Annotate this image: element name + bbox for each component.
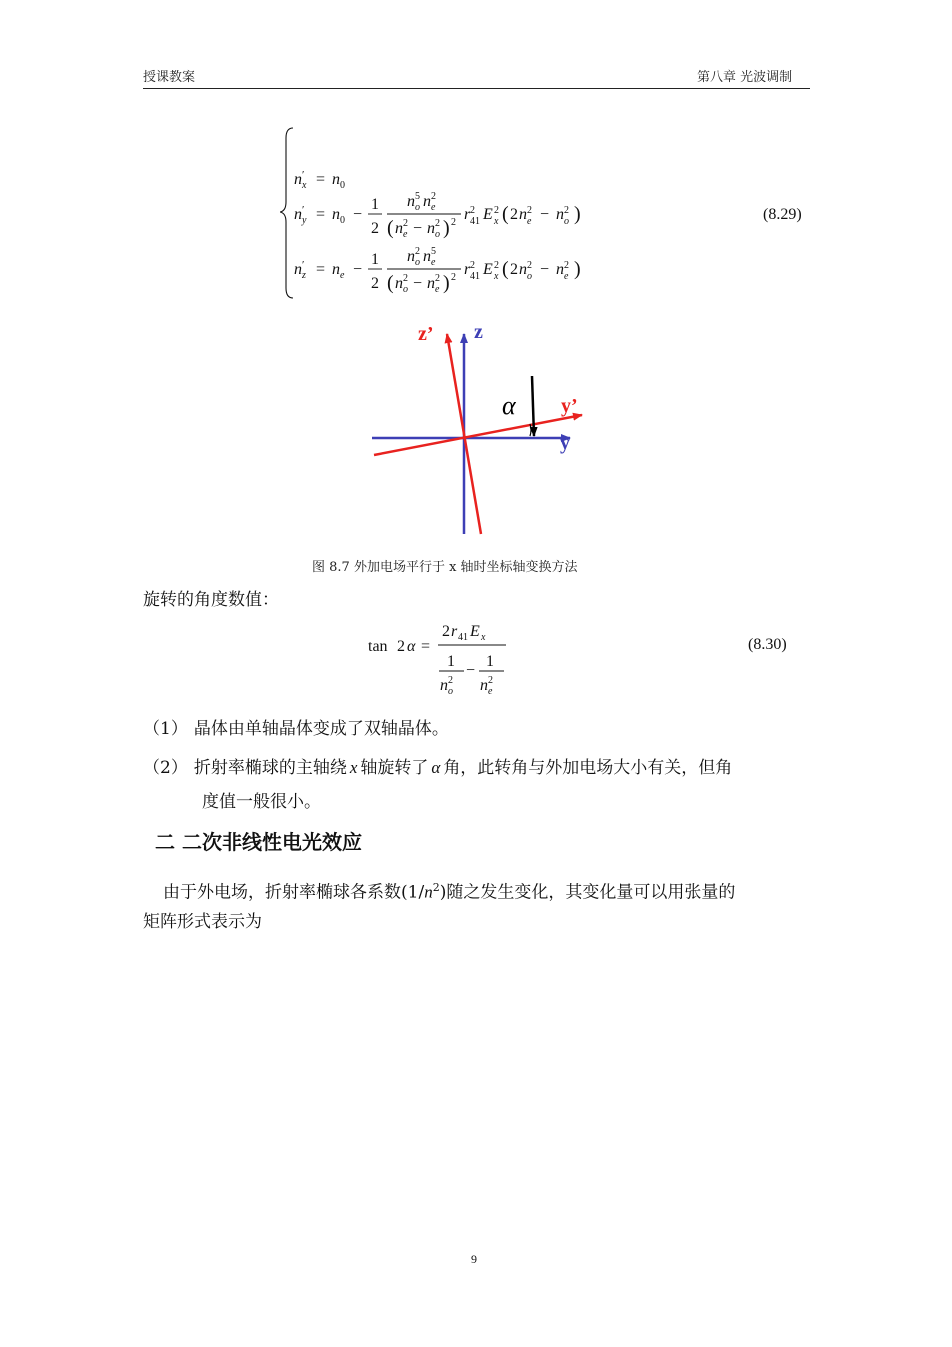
svg-text:e: e: [564, 271, 569, 282]
list-item-2: [143, 753, 732, 783]
svg-text:e: e: [340, 270, 345, 281]
alpha-arrow: [532, 376, 534, 436]
svg-text:2: 2: [442, 623, 450, 640]
svg-text:n: n: [395, 220, 403, 237]
svg-text:2: 2: [403, 218, 408, 229]
svg-text:2: 2: [470, 260, 475, 271]
paragraph-line-1: [163, 873, 735, 908]
intro-line: 旋转的角度数值：: [143, 590, 279, 610]
svg-text:x: x: [481, 632, 486, 643]
svg-text:2: 2: [510, 261, 518, 278]
svg-text:n: n: [519, 206, 527, 223]
paragraph-sup: 2: [432, 881, 440, 894]
svg-text:): ): [574, 258, 581, 280]
svg-text:′: ′: [302, 204, 305, 216]
list-text-2-x: x: [349, 758, 358, 777]
svg-text:41: 41: [470, 271, 480, 282]
svg-text:2: 2: [527, 260, 532, 271]
svg-text:2: 2: [494, 205, 499, 216]
svg-text:2: 2: [494, 260, 499, 271]
equation-8-29: [280, 122, 620, 304]
list-text-2-alpha: α: [431, 758, 441, 777]
svg-text:e: e: [431, 257, 436, 268]
svg-text:n: n: [395, 275, 403, 292]
list-text-1: 晶体由单轴晶体变成了双轴晶体。: [193, 719, 449, 739]
list-item-2-continuation: 度值一般很小。: [202, 792, 321, 812]
svg-text:2: 2: [527, 205, 532, 216]
list-marker-2: （2）: [143, 758, 188, 778]
svg-text:e: e: [488, 686, 493, 697]
svg-text:e: e: [527, 216, 532, 227]
svg-text:=: =: [316, 171, 326, 188]
svg-text:n: n: [407, 248, 415, 265]
svg-text:41: 41: [458, 632, 468, 643]
svg-text:n: n: [519, 261, 527, 278]
svg-text:−: −: [540, 206, 550, 223]
list-text-2b: 轴旋转了: [360, 758, 429, 778]
svg-text:o: o: [448, 686, 453, 697]
svg-text:n: n: [427, 275, 435, 292]
svg-text:2: 2: [435, 273, 440, 284]
paragraph-n: n: [424, 882, 433, 902]
svg-text:(: (: [387, 272, 394, 294]
svg-text:2: 2: [564, 205, 569, 216]
svg-text:2: 2: [435, 218, 440, 229]
figure-axes-rotation: [368, 318, 590, 536]
svg-text:2: 2: [451, 272, 456, 283]
header-right: 第八章 光波调制: [697, 70, 793, 85]
y-prime-axis-line: [374, 415, 582, 455]
svg-text:2: 2: [415, 246, 420, 257]
svg-text:2: 2: [510, 206, 518, 223]
svg-text:z: z: [302, 270, 306, 281]
svg-text:o: o: [527, 271, 532, 282]
list-marker-1: （1）: [143, 719, 188, 739]
svg-text:): ): [574, 203, 581, 225]
list-item-1: [143, 714, 449, 744]
svg-text:n: n: [556, 261, 564, 278]
svg-text:2: 2: [371, 275, 379, 292]
label-z-prime: z’: [418, 323, 434, 345]
label-alpha: α: [502, 391, 516, 420]
svg-text:n: n: [332, 261, 340, 278]
svg-text:=: =: [316, 261, 326, 278]
svg-text:(: (: [387, 217, 394, 239]
svg-text:n: n: [332, 171, 340, 188]
svg-text:(: (: [502, 258, 509, 280]
svg-text:e: e: [403, 229, 408, 240]
svg-text:2: 2: [470, 205, 475, 216]
paragraph-line-2: 矩阵形式表示为: [143, 912, 262, 932]
figure-caption: 图 8.7 外加电场平行于 x 轴时坐标轴变换方法: [312, 560, 578, 575]
svg-text:1: 1: [486, 653, 494, 670]
svg-text:−: −: [413, 275, 423, 292]
svg-text:2: 2: [403, 273, 408, 284]
svg-text:2: 2: [371, 220, 379, 237]
svg-text:−: −: [540, 261, 550, 278]
svg-text:tan: tan: [368, 638, 388, 655]
svg-text:0: 0: [340, 180, 345, 191]
svg-text:E: E: [483, 261, 493, 278]
svg-text:′: ′: [302, 259, 305, 271]
equation-number-8-30: (8.30): [748, 636, 787, 653]
svg-text:o: o: [403, 284, 408, 295]
svg-text:−: −: [466, 662, 476, 679]
svg-text:o: o: [415, 202, 420, 213]
label-y: y: [560, 432, 570, 454]
svg-text:r: r: [464, 261, 471, 278]
svg-text:(: (: [502, 203, 509, 225]
svg-text:2: 2: [397, 638, 405, 655]
svg-text:n: n: [332, 206, 340, 223]
paragraph-text-1b: )随之发生变化，其变化量可以用张量的: [439, 882, 736, 903]
svg-text:n: n: [294, 206, 302, 223]
equation-8-30: [366, 614, 526, 698]
svg-text:n: n: [440, 677, 448, 694]
label-z: z: [474, 321, 483, 343]
page-number: 9: [471, 1252, 477, 1266]
svg-text:n: n: [294, 171, 302, 188]
svg-text:n: n: [407, 193, 415, 210]
svg-text:E: E: [483, 206, 493, 223]
svg-text:n: n: [423, 193, 431, 210]
svg-text:e: e: [435, 284, 440, 295]
header-rule: [143, 88, 810, 89]
svg-text:2: 2: [431, 191, 436, 202]
svg-text:41: 41: [470, 216, 480, 227]
svg-text:n: n: [294, 261, 302, 278]
svg-text:x: x: [494, 216, 499, 227]
svg-text:1: 1: [371, 251, 379, 268]
svg-text:1: 1: [371, 196, 379, 213]
svg-text:o: o: [415, 257, 420, 268]
svg-text:0: 0: [340, 215, 345, 226]
svg-text:5: 5: [415, 191, 420, 202]
svg-text:n: n: [423, 248, 431, 265]
svg-text:−: −: [353, 206, 363, 223]
svg-text:e: e: [431, 202, 436, 213]
svg-text:n: n: [427, 220, 435, 237]
svg-text:x: x: [302, 180, 307, 191]
header-left: 授课教案: [143, 70, 196, 85]
svg-text:y: y: [302, 215, 307, 226]
svg-text:2: 2: [451, 217, 456, 228]
svg-text:r: r: [464, 206, 471, 223]
svg-text:o: o: [435, 229, 440, 240]
equation-number-8-29: (8.29): [763, 206, 802, 223]
svg-text:′: ′: [302, 169, 305, 181]
list-text-2a: 折射率椭球的主轴绕: [193, 758, 347, 778]
svg-text:r: r: [451, 623, 458, 640]
svg-text:n: n: [556, 206, 564, 223]
svg-text:n: n: [480, 677, 488, 694]
svg-text:α: α: [407, 638, 416, 655]
svg-text:1: 1: [447, 653, 455, 670]
section-heading: 二 二次非线性电光效应: [155, 830, 362, 854]
svg-text:=: =: [316, 206, 326, 223]
svg-text:2: 2: [488, 675, 493, 686]
paragraph-text-1a: 由于外电场，折射率椭球各系数(1/: [163, 882, 425, 903]
svg-text:E: E: [470, 623, 480, 640]
svg-text:): ): [443, 272, 450, 294]
alpha-arc: [530, 424, 531, 436]
label-y-prime: y’: [561, 395, 578, 417]
svg-text:o: o: [564, 216, 569, 227]
svg-text:5: 5: [431, 246, 436, 257]
svg-text:−: −: [353, 261, 363, 278]
svg-text:2: 2: [448, 675, 453, 686]
svg-text:2: 2: [564, 260, 569, 271]
svg-text:x: x: [494, 271, 499, 282]
list-text-2c: 角，此转角与外加电场大小有关，但角: [443, 758, 733, 778]
svg-text:=: =: [421, 638, 431, 655]
svg-text:): ): [443, 217, 450, 239]
svg-text:−: −: [413, 220, 423, 237]
